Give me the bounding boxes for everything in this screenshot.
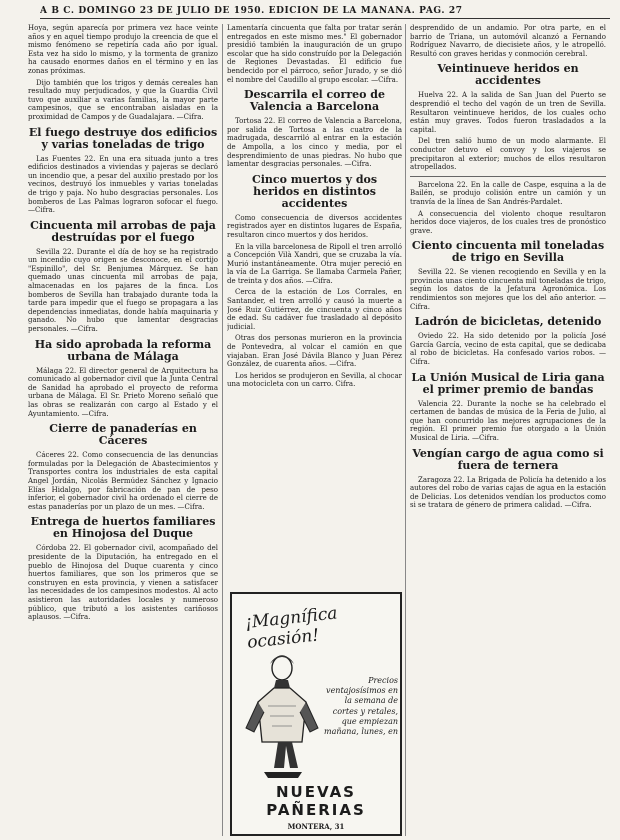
ad-text: Precios ventajosísimos en la semana de cortes y retales, que empiezan mañana, lunes, en bbox=[324, 676, 398, 737]
advertisement bbox=[230, 592, 402, 836]
paragraph: Sevilla 22. Se vienen recogiendo en Sevilla y en la provincia unas ciento cincuenta mil toneladas de trigo, según los datos de la Jefatura Agronómica. Los rendimientos son mejores que los del año anterior. —Cifra. bbox=[410, 268, 606, 311]
paragraph: Lamentaría cincuenta que falta por tratar serán entregados en este mismo mes." El gobernador presidió también la inauguración de un grupo escolar que ha sido construído por la Delegación de Regiones Devastadas. El edificio fue bendecido por el párroco, señor Jurado, y se dió el nombre del Caudillo al grupo escolar. —Cifra. bbox=[227, 24, 402, 84]
column-3 bbox=[410, 24, 606, 836]
paragraph: Los heridos se produjeron en Sevilla, al chocar una motocicleta con un carro. Cifra. bbox=[227, 371, 402, 389]
headline: Veintinueve heridos en accidentes bbox=[437, 62, 579, 88]
paragraph: Del tren salió humo de un modo alarmante. El conductor detuvo el convoy y los viajeros se precipitaron al exterior; muchos de ellos resultaron atropellados. bbox=[410, 137, 606, 172]
paragraph: Las Fuentes 22. En una era situada junto a tres edificios destinados a viviendas y pajeras se declaró un incendio que, a pesar del auxilio prestado por los vecinos, destruyó los inmuebles y varias toneladas de trigo y paja. No hubo desgracias personales. Los bomberos de Las Palmas lograron sofocar el fuego. —Cifra. bbox=[28, 154, 218, 215]
paragraph: Otras dos personas murieron en la provincia de Pontevedra, al volcar el camión en que viajaban. Eran José Dávila Blanco y Juan Pérez González, de cuarenta años. —Cifra. bbox=[227, 334, 402, 369]
headline: La Unión Musical de Liria gana el primer premio de bandas bbox=[411, 370, 605, 396]
paragraph: Cerca de la estación de Los Corrales, en Santander, el tren arrolló y causó la muerte a José Ruiz Gutiérrez, de cincuenta y cinco años de edad. Su cadáver fue trasladado al depósito judicial. bbox=[227, 288, 402, 331]
paragraph: Sevilla 22. Durante el día de hoy se ha registrado un incendio cuyo origen se desconoce, en el cortijo "Espinillo", del Sr. Benjumea Márquez. Se han quemado unas cincuenta mil arrobas de paja, almacenadas en los pajares de la finca. Los bomberos de Sevilla han trabajado durante toda la tarde para impedir que el fuego se propagara a las dependencias inmediatas, donde había maquinaria y ganado. No hubo que lamentar desgracias personales. —Cifra. bbox=[28, 247, 218, 334]
column-rule bbox=[405, 24, 406, 836]
column-rule bbox=[222, 24, 223, 836]
paragraph: Zaragoza 22. La Brigada de Policía ha detenido a los autores del robo de varias cajas de agua en la estación de Delicias. Los detenidos vendían los productos como si se tratara de género de primera calidad. —Cifra. bbox=[410, 475, 606, 510]
paragraph: Tortosa 22. El correo de Valencia a Barcelona, por salida de Tortosa a las cuatro de la madrugada, descarriló al entrar en la estación de Ampolla, a los cinco y media, por el desprendimiento de unas piedras. No hubo que lamentar desgracias personales. —Cifra. bbox=[227, 117, 402, 169]
paragraph: Málaga 22. El director general de Arquitectura ha comunicado al gobernador civil que la Junta Central de Sanidad ha aprobado el proyecto de reforma urbana de Málaga. El Sr. Prieto Moreno señaló que las obras se realizarán con cargo al Estado y el Ayuntamiento. —Cifra. bbox=[28, 366, 218, 418]
headline: Ladrón de bicicletas, detenido bbox=[414, 315, 602, 329]
divider bbox=[410, 176, 606, 177]
headline: Ciento cincuenta mil toneladas de trigo en Sevilla bbox=[411, 239, 605, 265]
headline: Descarrila el correo de Valencia a Barcelona bbox=[244, 88, 385, 114]
paragraph: desprendido de un andamio. Por otra parte, en el barrio de Triana, un automóvil alcanzó a Fernando Rodríguez Navarro, de diecisiete años, y le atropelló. Resultó con graves heridas y conmoción cerebral. bbox=[410, 24, 606, 58]
paragraph: En la villa barcelonesa de Ripoll el tren arrolló a Concepción Vilà Xandri, que se cruzaba la vía. Murió instantáneamente. Otra mujer pereció en la vía de La Garriga. Se llamaba Carmela Pañer, de treinta y dos años. —Cifra. bbox=[227, 242, 402, 285]
column-1 bbox=[28, 24, 218, 836]
mannequin-illustration bbox=[240, 650, 324, 780]
paragraph: Barcelona 22. En la calle de Caspe, esquina a la de Bailén, se produjo colisión entre un camión y un tranvía de la línea de San Andrés-Pardalet. bbox=[410, 180, 606, 206]
headline: Cierre de panaderías en Cáceres bbox=[49, 422, 197, 448]
headline: Vengían cargo de agua como si fuera de ternera bbox=[412, 446, 604, 472]
paragraph: Huelva 22. A la salida de San Juan del Puerto se desprendió el techo del vagón de un tren de Sevilla. Resultaron veintinueve heridos, de los cuales ocho están muy graves. Todos fueron trasladados a la capital. bbox=[410, 91, 606, 134]
headline: El fuego destruye dos edificios y varias toneladas de trigo bbox=[28, 125, 218, 151]
paragraph: Valencia 22. Durante la noche se ha celebrado el certamen de bandas de música de la Feria de Julio, al que han concurrido las mejores agrupaciones de la región. El primer premio fue otorgado a la Unión Musical de Liria. —Cifra. bbox=[410, 399, 606, 442]
ad-brand: NUEVAS PAÑERIAS bbox=[266, 783, 366, 819]
ad-address: MONTERA, 31 bbox=[287, 822, 345, 831]
paragraph: Oviedo 22. Ha sido detenido por la policía José García García, vecino de esta capital, que se dedicaba al robo de bicicletas. Ha confesado varios robos. —Cifra. bbox=[410, 332, 606, 367]
paragraph: Como consecuencia de diversos accidentes registrados ayer en distintos lugares de España, resultaron cinco muertos y dos heridos. bbox=[227, 213, 402, 239]
masthead: A B C. DOMINGO 23 DE JULIO DE 1950. EDICION DE LA MAÑANA. PAG. 27 bbox=[40, 6, 610, 19]
headline: Cincuenta mil arrobas de paja destruídas por el fuego bbox=[30, 218, 216, 244]
paragraph: Córdoba 22. El gobernador civil, acompañado del presidente de la Diputación, ha entregado en el pueblo de Hinojosa del Duque cuarenta y cinco huertos familiares, que son los primeros que se construyen en esta provincia, y vienen a satisfacer las necesidades de los campesinos modestos. Al acto asistieron las autoridades locales y numeroso público, que tributó a los asistentes cariñosos aplausos. —Cifra. bbox=[28, 544, 218, 622]
headline: Ha sido aprobada la reforma urbana de Málaga bbox=[34, 337, 212, 363]
paragraph: A consecuencia del violento choque resultaron heridos doce viajeros, de los cuales tres de pronóstico grave. bbox=[410, 209, 606, 235]
paragraph: Cáceres 22. Como consecuencia de las denuncias formuladas por la Delegación de Abastecimientos y Transportes contra los industriales de esta capital Angel Jordán, Nicolás Bermúdez Sánchez y Ignacio Elías Hidalgo, por fabricación de pan de peso inferior, el gobernador civil ha ordenado el cierre de estas panaderías por un plazo de un mes. —Cifra. bbox=[28, 451, 218, 511]
ad-title: ¡Magnífica ocasión! bbox=[244, 603, 339, 653]
paragraph: Dijo también que los trigos y demás cereales han resultado muy perjudicados, y que la Guardia Civil tuvo que auxiliar a varias familias, la mayor parte campesinos, que se encontraban aisladas en la proximidad de Campos y de Guadalajara. —Cifra. bbox=[28, 78, 218, 121]
headline: Cinco muertos y dos heridos en distintos accidentes bbox=[251, 172, 378, 210]
paragraph: Hoya, según aparecía por primera vez hace veinte años y en aquel tiempo produjo la creencia de que el mismo fenómeno se repetiría cada año por igual. Esta vez ha sido lo mismo, y la tormenta de granizo ha causado enormes daños en el término y en las zonas próximas. bbox=[28, 24, 218, 75]
headline: Entrega de huertos familiares en Hinojosa del Duque bbox=[30, 515, 216, 541]
